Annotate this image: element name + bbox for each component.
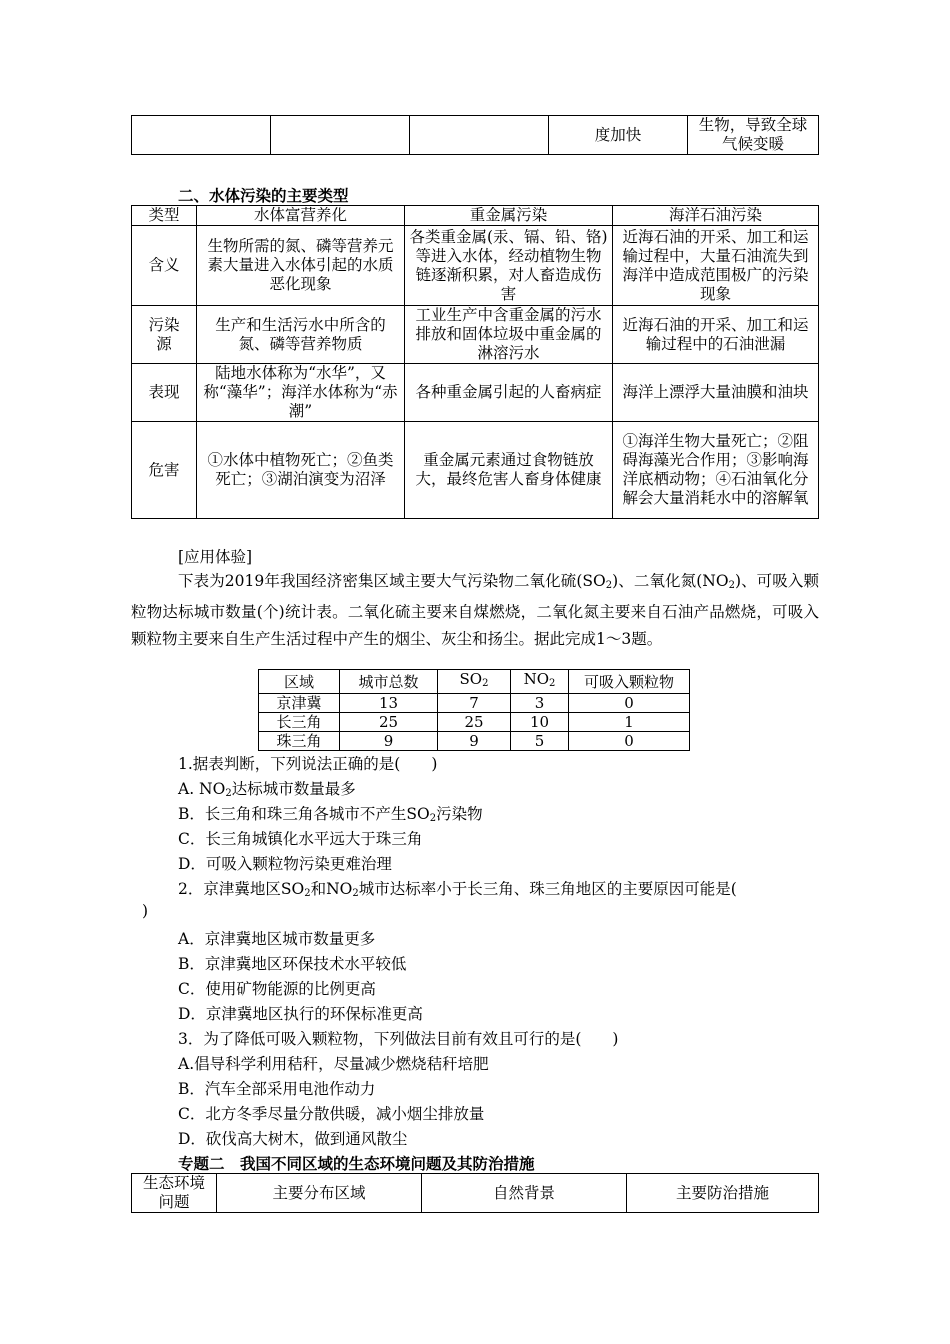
table-cell: 3 — [511, 694, 569, 713]
question-1-option-d: D．可吸入颗粒物污染更难治理 — [178, 855, 392, 873]
table-cell: 陆地水体称为“水华”，又称“藻华”；海洋水体称为“赤潮” — [197, 364, 405, 422]
practice-intro: 下表为2019年我国经济密集区域主要大气污染物二氧化硫$(SO_2)$、二氧化氮$(NO_2)$、可吸入颗粒物达标城市数量(个)统计表。二氧化硫主要来自煤燃烧，二氧化氮主要来自石油产品燃烧，可吸入颗粒物主要来自生产生活过程中产生的烟尘、灰尘和扬尘。据此完成1～3题。 — [131, 572, 819, 648]
row-label: 表现 — [132, 364, 197, 422]
table-cell: ①水体中植物死亡；②鱼类死亡；③湖泊演变为沼泽 — [197, 422, 405, 519]
table-cell: 工业生产中含重金属的污水排放和固体垃圾中重金属的淋溶污水 — [405, 306, 613, 364]
section-title: 二、水体污染的主要类型 — [178, 187, 349, 205]
table-row — [132, 364, 819, 422]
header-cell: 区域 — [259, 670, 340, 694]
question-3-option-b: B．汽车全部采用电池作动力 — [178, 1080, 376, 1098]
table-cell: 京津冀 — [259, 694, 340, 713]
question-3-option-c: C．北方冬季尽量分散供暖，减小烟尘排放量 — [178, 1105, 485, 1123]
header-cell: 生态环境问题 — [132, 1174, 217, 1213]
question-1: 1.据表判断，下列说法正确的是( ) — [178, 755, 438, 773]
table-cell: 长三角 — [259, 713, 340, 732]
row-label: 危害 — [132, 422, 197, 519]
table-cell: 9 — [340, 732, 438, 751]
table-cell: ①海洋生物大量死亡；②阻碍海藻光合作用；③影响海洋底栖动物；④石油氧化分解会大量消耗水中的溶解氧 — [613, 422, 819, 519]
header-cell: 自然背景 — [422, 1174, 627, 1213]
header-cell: 水体富营养化 — [197, 206, 405, 226]
table-cell: 近海石油的开采、加工和运输过程中，大量石油流失到海洋中造成范围极广的污染现象 — [613, 226, 819, 306]
table-cell — [271, 116, 410, 155]
header-cell: 可吸入颗粒物 — [569, 670, 690, 694]
table-cell: 0 — [569, 732, 690, 751]
question-2: 2．京津冀地区$SO_2$和$NO_2$城市达标率小于长三角、珠三角地区的主要原因可能是( — [178, 880, 737, 899]
eco-problems-table — [131, 1173, 819, 1213]
header-cell: 主要防治措施 — [627, 1174, 819, 1213]
question-3-option-a: A.倡导科学利用秸秆，尽量减少燃烧秸秆培肥 — [178, 1055, 489, 1073]
table-cell: 近海石油的开采、加工和运输过程中的石油泄漏 — [613, 306, 819, 364]
table-row — [259, 694, 690, 713]
table-cell: 生物，导致全球气候变暖 — [688, 116, 819, 155]
water-pollution-table — [131, 205, 819, 519]
question-2-option-c: C．使用矿物能源的比例更高 — [178, 980, 376, 998]
table-cell: 0 — [569, 694, 690, 713]
row-label: 污染源 — [132, 306, 197, 364]
table-cell: 珠三角 — [259, 732, 340, 751]
question-1-option-c: C．长三角城镇化水平远大于珠三角 — [178, 830, 423, 848]
pollutant-city-table — [258, 669, 690, 751]
question-1-option-a: A. $NO_2$达标城市数量最多 — [178, 780, 356, 799]
continuation-table — [131, 115, 819, 155]
table-row — [259, 732, 690, 751]
table-header-row — [132, 206, 819, 226]
table-cell: 生物所需的氮、磷等营养元素大量进入水体引起的水质恶化现象 — [197, 226, 405, 306]
table-row — [132, 306, 819, 364]
table-cell: 重金属元素通过食物链放大，最终危害人畜身体健康 — [405, 422, 613, 519]
table-cell: 海洋上漂浮大量油膜和油块 — [613, 364, 819, 422]
question-3-option-d: D．砍伐高大树木，做到通风散尘 — [178, 1130, 408, 1148]
header-cell: 类型 — [132, 206, 197, 226]
table-header-row — [132, 1174, 819, 1213]
practice-label: [应用体验] — [178, 548, 253, 566]
question-1-option-b: B．长三角和珠三角各城市不产生$SO_2$污染物 — [178, 805, 483, 824]
header-cell: 海洋石油污染 — [613, 206, 819, 226]
header-cell: 主要分布区域 — [217, 1174, 422, 1213]
header-cell: $NO_2$ — [511, 670, 569, 694]
table-cell: 10 — [511, 713, 569, 732]
table-header-row — [259, 670, 690, 694]
table-cell: 各种重金属引起的人畜病症 — [405, 364, 613, 422]
header-cell: $SO_2$ — [438, 670, 511, 694]
table-cell: 生产和生活污水中所含的氮、磷等营养物质 — [197, 306, 405, 364]
question-3: 3．为了降低可吸入颗粒物，下列做法目前有效且可行的是( ) — [178, 1030, 619, 1048]
table-row — [132, 116, 819, 155]
header-cell: 重金属污染 — [405, 206, 613, 226]
table-row — [132, 226, 819, 306]
table-cell: 25 — [438, 713, 511, 732]
table-cell: 各类重金属(汞、镉、铅、铬)等进入水体，经动植物生物链逐渐积累，对人畜造成伤害 — [405, 226, 613, 306]
question-2-option-d: D．京津冀地区执行的环保标准更高 — [178, 1005, 423, 1023]
topic-title: 专题二 我国不同区域的生态环境问题及其防治措施 — [178, 1155, 535, 1173]
table-cell: 1 — [569, 713, 690, 732]
question-2-option-b: B．京津冀地区环保技术水平较低 — [178, 955, 407, 973]
table-row — [132, 422, 819, 519]
table-cell — [132, 116, 271, 155]
table-cell: 5 — [511, 732, 569, 751]
table-cell: 度加快 — [549, 116, 688, 155]
table-cell: 13 — [340, 694, 438, 713]
table-cell — [410, 116, 549, 155]
table-row — [259, 713, 690, 732]
question-2-close: ) — [142, 902, 149, 920]
table-cell: 9 — [438, 732, 511, 751]
header-cell: 城市总数 — [340, 670, 438, 694]
question-2-option-a: A．京津冀地区城市数量更多 — [178, 930, 376, 948]
row-label: 含义 — [132, 226, 197, 306]
table-cell: 7 — [438, 694, 511, 713]
table-cell: 25 — [340, 713, 438, 732]
